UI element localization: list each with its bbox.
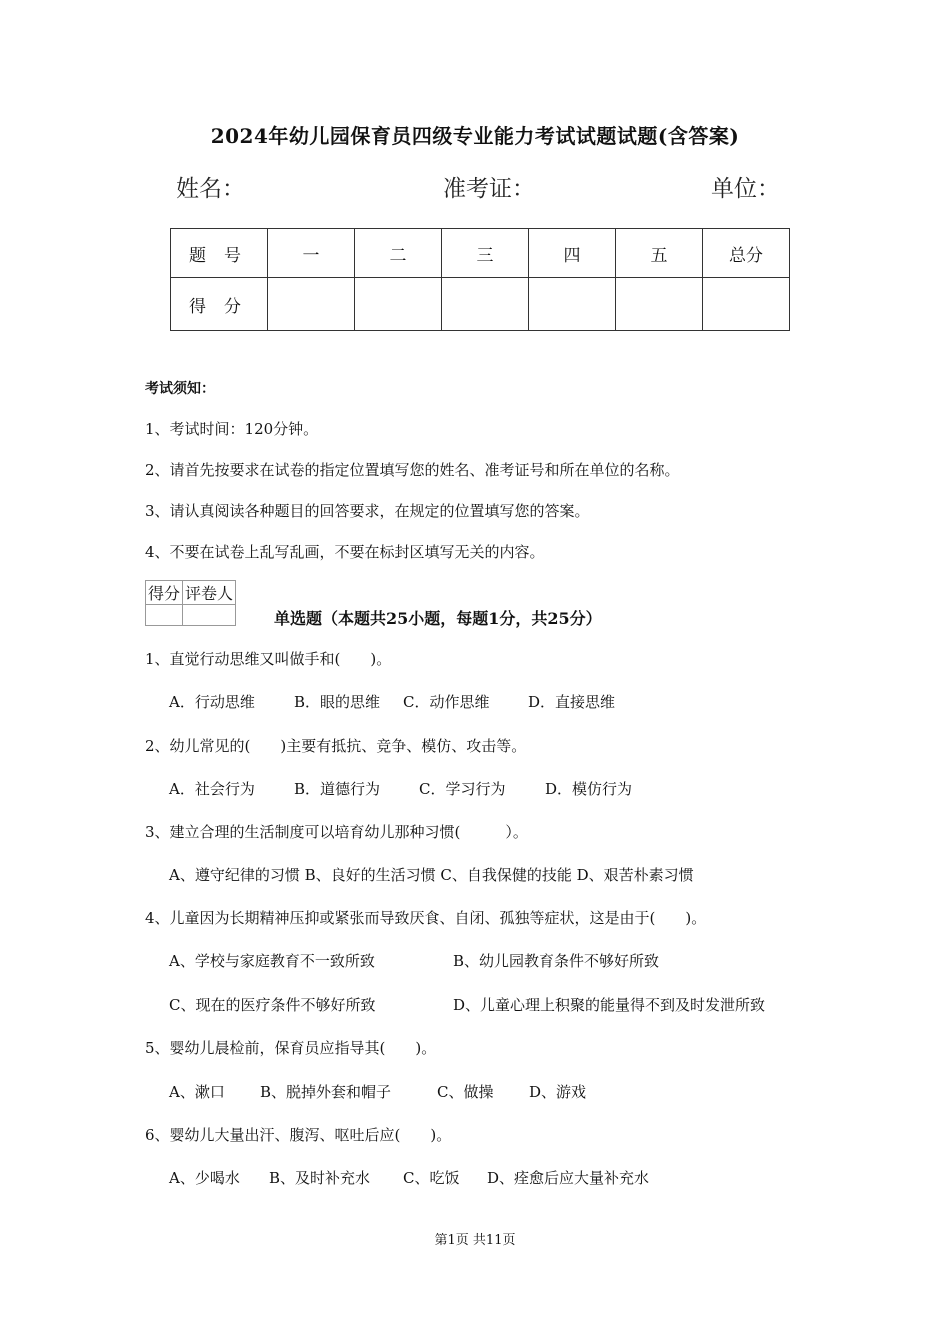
grader-score-label: 得分 — [146, 581, 183, 605]
note-item: 3、请认真阅读各种题目的回答要求，在规定的位置填写您的答案。 — [145, 502, 590, 520]
question-stem: 1、直觉行动思维又叫做手和( )。 — [145, 650, 392, 668]
score-cell[interactable] — [442, 278, 529, 331]
option[interactable]: D、儿童心理上积聚的能量得不到及时发泄所致 — [453, 996, 766, 1014]
option[interactable]: B．眼的思维 — [294, 693, 381, 711]
notes-title: 考试须知： — [145, 381, 215, 397]
name-field-label: 姓名： — [176, 176, 245, 202]
question-stem: 6、婴幼儿大量出汗、腹泻、呕吐后应( )。 — [145, 1126, 452, 1144]
question-stem: 3、建立合理的生活制度可以培育幼儿那种习惯( ）。 — [145, 823, 528, 841]
option[interactable]: C．学习行为 — [419, 780, 506, 798]
score-table-col-3: 三 — [442, 229, 529, 278]
option[interactable]: D．模仿行为 — [545, 780, 633, 798]
option[interactable]: D、痊愈后应大量补充水 — [487, 1169, 650, 1187]
score-table-col-4: 四 — [529, 229, 616, 278]
option[interactable]: A、少喝水 — [169, 1169, 240, 1187]
score-table-col-total: 总分 — [703, 229, 790, 278]
score-cell[interactable] — [529, 278, 616, 331]
score-table-col-5: 五 — [616, 229, 703, 278]
question-stem: 4、儿童因为长期精神压抑或紧张而导致厌食、自闭、孤独等症状，这是由于( )。 — [145, 909, 707, 927]
option[interactable]: C、吃饭 — [403, 1169, 460, 1187]
exam-id-field-label: 准考证： — [443, 176, 535, 202]
question-stem: 5、婴幼儿晨检前，保育员应指导其( )。 — [145, 1039, 437, 1057]
score-table — [170, 228, 790, 331]
note-item: 4、不要在试卷上乱写乱画，不要在标封区填写无关的内容。 — [145, 543, 545, 561]
note-item: 2、请首先按要求在试卷的指定位置填写您的姓名、准考证号和所在单位的名称。 — [145, 461, 680, 479]
note-item: 1、考试时间：120分钟。 — [145, 420, 319, 438]
grader-reviewer-cell[interactable] — [183, 605, 236, 626]
question-stem: 2、幼儿常见的( )主要有抵抗、竞争、模仿、攻击等。 — [145, 737, 527, 755]
score-cell[interactable] — [616, 278, 703, 331]
grader-score-cell[interactable] — [146, 605, 183, 626]
option[interactable]: A、学校与家庭教育不一致所致 — [169, 952, 375, 970]
option[interactable]: C、做操 — [437, 1083, 494, 1101]
option[interactable]: B．道德行为 — [294, 780, 381, 798]
option[interactable]: C．动作思维 — [403, 693, 490, 711]
option[interactable]: B、幼儿园教育条件不够好所致 — [453, 952, 660, 970]
option[interactable]: D、游戏 — [529, 1083, 587, 1101]
option[interactable]: A．社会行为 — [169, 780, 255, 798]
page-footer: 第1页 共11页 — [434, 1233, 516, 1248]
option[interactable]: A、漱口 — [169, 1083, 225, 1101]
score-table-col-1: 一 — [268, 229, 355, 278]
score-table-header-label: 题号 — [171, 229, 268, 278]
score-table-col-2: 二 — [355, 229, 442, 278]
score-cell[interactable] — [268, 278, 355, 331]
option[interactable]: B、脱掉外套和帽子 — [260, 1083, 392, 1101]
option[interactable]: B、及时补充水 — [269, 1169, 371, 1187]
score-cell[interactable] — [355, 278, 442, 331]
grader-box — [145, 580, 236, 626]
unit-field-label: 单位： — [711, 176, 780, 202]
option[interactable]: D．直接思维 — [528, 693, 616, 711]
score-cell-total[interactable] — [703, 278, 790, 331]
grader-reviewer-label: 评卷人 — [183, 581, 236, 605]
option[interactable]: C、现在的医疗条件不够好所致 — [169, 996, 376, 1014]
document-title: 2024年幼儿园保育员四级专业能力考试试题试题(含答案) — [210, 124, 740, 148]
score-table-row-label: 得分 — [171, 278, 268, 331]
option-line[interactable]: A、遵守纪律的习惯 B、良好的生活习惯 C、自我保健的技能 D、艰苦朴素习惯 — [169, 866, 694, 884]
option[interactable]: A．行动思维 — [169, 693, 255, 711]
section-heading: 单选题（本题共25小题，每题1分，共25分） — [274, 609, 602, 628]
